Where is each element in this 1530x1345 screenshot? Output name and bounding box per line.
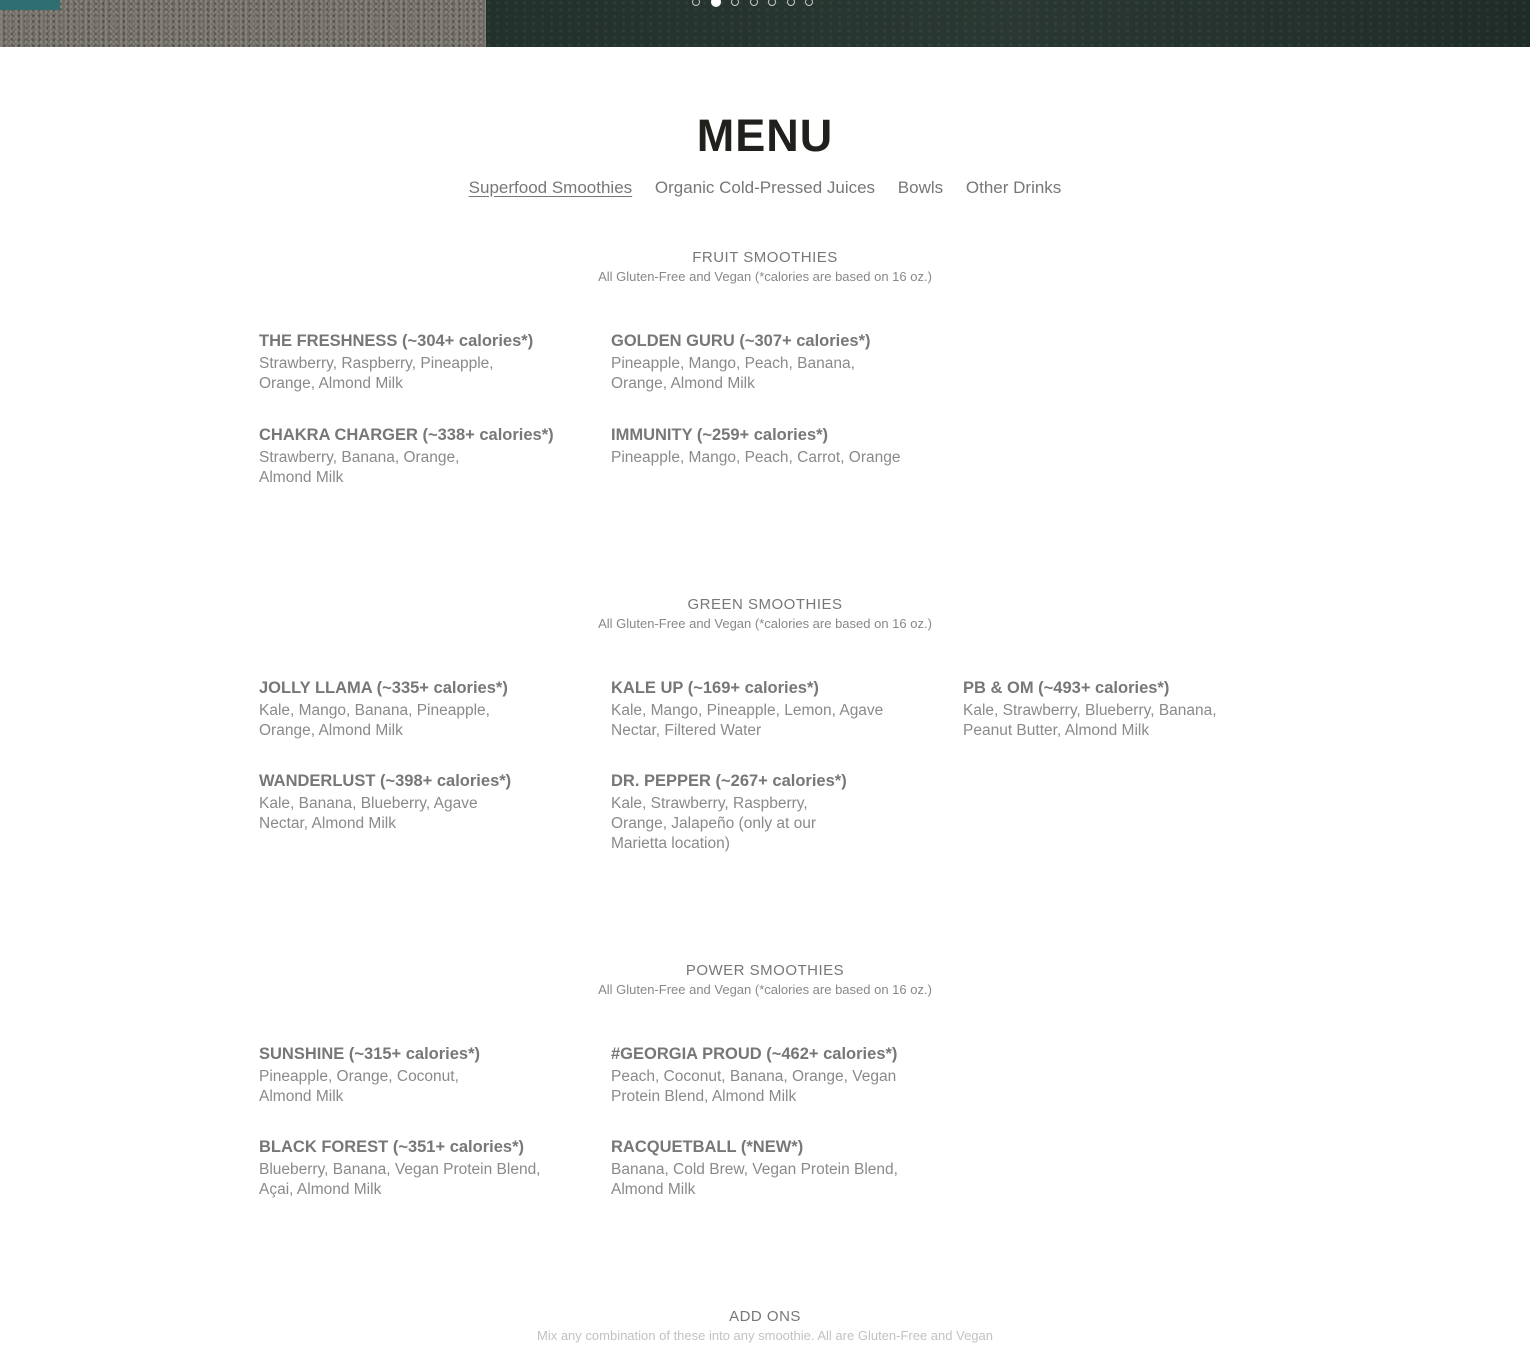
item-description: Banana, Cold Brew, Vegan Protein Blend, Almond Milk [611,1161,898,1198]
item-description: Strawberry, Banana, Orange, Almond Milk [259,449,460,486]
item-description: Kale, Strawberry, Raspberry, Orange, Jalapeño (only at our Marietta location) [611,795,817,852]
menu-item [611,330,931,394]
hero-banner [0,0,1530,47]
menu-item [611,1136,931,1200]
item-name: KALE UP (~169+ calories*) [611,679,819,697]
slider-dot-1[interactable] [692,0,700,6]
menu-item [611,770,931,853]
menu-item [259,1043,579,1107]
item-name: GOLDEN GURU (~307+ calories*) [611,332,871,350]
section-add-ons [0,1307,1530,1345]
section-green-smoothies [0,595,1530,633]
section-fruit-smoothies [0,248,1530,286]
section-title: ADD ONS [729,1308,801,1325]
item-description: Kale, Banana, Blueberry, Agave Nectar, Almond Milk [259,795,478,832]
section-title: POWER SMOOTHIES [685,962,845,979]
item-name: IMMUNITY (~259+ calories*) [611,426,829,444]
section-title: GREEN SMOOTHIES [687,596,843,613]
item-description: Peach, Coconut, Banana, Orange, Vegan Protein Blend, Almond Milk [611,1068,897,1105]
section-subtitle: All Gluten-Free and Vegan (*calories are based on 16 oz.) [598,982,932,997]
menu-item [611,1043,931,1107]
item-description: Pineapple, Mango, Peach, Carrot, Orange [611,449,901,466]
tab-bowls[interactable]: Bowls [897,178,944,197]
section-subtitle: All Gluten-Free and Vegan (*calories are based on 16 oz.) [598,616,932,631]
item-description: Kale, Mango, Banana, Pineapple, Orange, Almond Milk [259,702,490,739]
menu-item [259,677,579,741]
slider-dot-7[interactable] [805,0,813,6]
menu-item [963,677,1283,741]
item-name: THE FRESHNESS (~304+ calories*) [259,332,534,350]
tab-superfood-smoothies[interactable]: Superfood Smoothies [468,178,633,197]
item-name: DR. PEPPER (~267+ calories*) [611,772,847,790]
item-name: #GEORGIA PROUD (~462+ calories*) [611,1045,898,1063]
item-name: RACQUETBALL (*NEW*) [611,1138,804,1156]
section-subtitle: All Gluten-Free and Vegan (*calories are based on 16 oz.) [598,269,932,284]
item-description: Kale, Mango, Pineapple, Lemon, Agave Nectar, Filtered Water [611,702,884,739]
tab-other-drinks[interactable]: Other Drinks [965,178,1062,197]
slider-dot-4[interactable] [750,0,758,6]
menu-item [259,770,579,834]
item-description: Pineapple, Mango, Peach, Banana, Orange, Almond Milk [611,355,855,392]
item-name: JOLLY LLAMA (~335+ calories*) [259,679,508,697]
item-name: WANDERLUST (~398+ calories*) [259,772,512,790]
menu-item [611,424,931,468]
section-power-smoothies [0,961,1530,999]
menu-item [259,424,579,488]
menu-item [611,677,931,741]
menu-item [259,330,579,394]
slider-dot-2[interactable] [711,0,721,7]
hero-image-left [0,0,486,47]
slider-dot-5[interactable] [768,0,776,6]
menu-title: MENU [696,110,834,161]
item-description: Kale, Strawberry, Blueberry, Banana, Peanut Butter, Almond Milk [963,702,1217,739]
item-name: BLACK FOREST (~351+ calories*) [259,1138,524,1156]
item-description: Pineapple, Orange, Coconut, Almond Milk [259,1068,459,1105]
tab-cold-pressed-juices[interactable]: Organic Cold-Pressed Juices [654,178,876,197]
menu-tabs [0,178,1530,198]
hero-image-right [486,0,1530,47]
item-description: Blueberry, Banana, Vegan Protein Blend, Açai, Almond Milk [259,1161,541,1198]
slider-dot-3[interactable] [731,0,739,6]
item-name: CHAKRA CHARGER (~338+ calories*) [259,426,554,444]
menu-item [259,1136,579,1200]
item-description: Strawberry, Raspberry, Pineapple, Orange, Almond Milk [259,355,494,392]
section-subtitle: Mix any combination of these into any smoothie. All are Gluten-Free and Vegan [537,1328,993,1343]
section-title: FRUIT SMOOTHIES [692,249,838,266]
item-name: SUNSHINE (~315+ calories*) [259,1045,481,1063]
item-name: PB & OM (~493+ calories*) [963,679,1170,697]
slider-dots [692,0,813,7]
slider-dot-6[interactable] [787,0,795,6]
